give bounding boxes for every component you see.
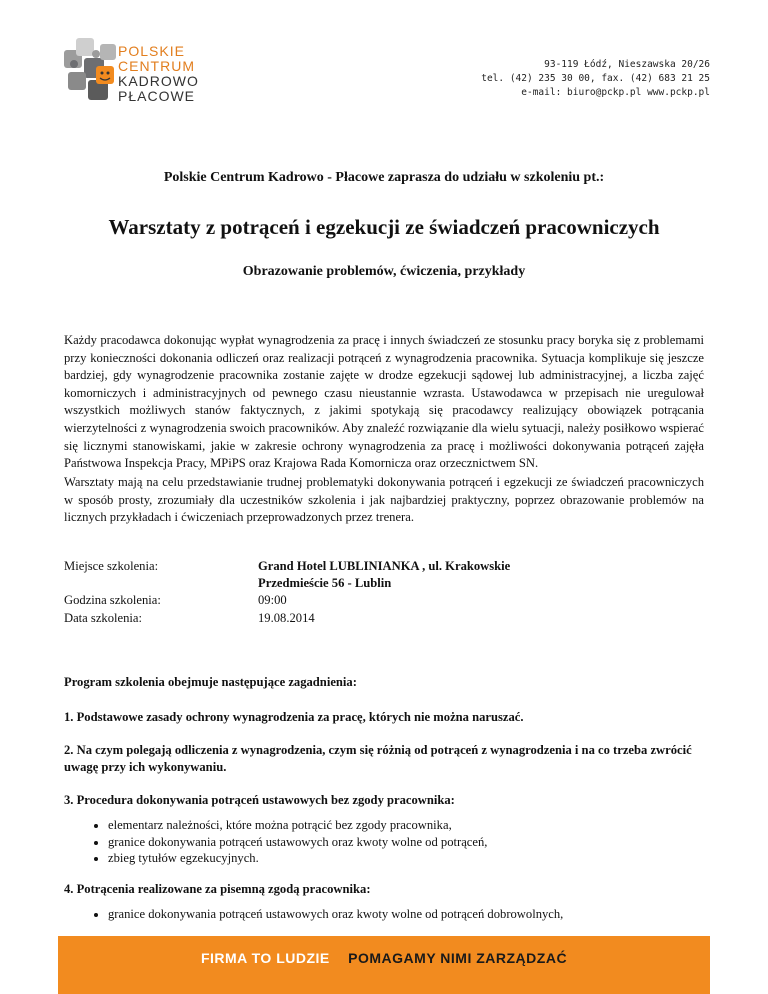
logo-line: CENTRUM	[118, 58, 195, 74]
place-label: Miejsce szkolenia:	[64, 559, 159, 573]
logo-wordmark	[118, 44, 199, 104]
program-section	[64, 674, 704, 936]
invitation-line: Polskie Centrum Kadrowo - Płacowe zaprasza do udziału w szkoleniu pt.:	[163, 170, 605, 185]
program-heading: Program szkolenia obejmuje następujące zagadnienia:	[64, 675, 357, 689]
footer-slogan-left: FIRMA TO LUDZIE	[200, 950, 330, 966]
place-value: Grand Hotel LUBLINIANKA , ul. Krakowskie Przedmieście 56 - Lublin	[258, 559, 511, 590]
logo-line: PŁACOWE	[118, 88, 196, 104]
list-item: • granice dokonywania potrąceń ustawowych oraz kwoty wolne od potrąceń dobrowolnych,	[108, 906, 704, 923]
training-title: Warsztaty z potrąceń i egzekucji ze świadczeń pracowniczych	[108, 215, 660, 239]
program-item-2: 2. Na czym polegają odliczenia z wynagrodzenia, czym się różnią od potrąceń z wynagrodzenia i na co trzeba zwrócić uwagę przy ich wykonywaniu.	[64, 743, 692, 774]
logo-line: POLSKIE	[118, 43, 185, 59]
program-item-1: 1. Podstawowe zasady ochrony wynagrodzenia za pracę, których nie można naruszać.	[64, 710, 524, 724]
date-value: 19.08.2014	[258, 611, 315, 625]
goal-paragraph: Warsztaty mają na celu przedstawianie trudnej problematyki dokonywania potrąceń i egzekucji ze świadczeń pracowniczych w sposób prosty, zrozumiały dla uczestników szkolenia i jak najbardziej praktyczny, poprzez obrazowanie problemów na licznych przykładach i ćwiczeniach przeprowadzonych przez trenera.	[64, 475, 704, 525]
contact-email-web[interactable]: e-mail: biuro@pckp.pl www.pckp.pl	[521, 87, 710, 98]
description-paragraph: Każdy pracodawca dokonując wypłat wynagrodzenia za pracę i innych świadczeń ze stosunku pracy boryka się z problemami przy konieczności dokonania odliczeń oraz realizacji potrąceń z wynagrodzenia pracownika. Sytuacja komplikuje się jeszcze bardziej, gdy wynagrodzenie pracownika zostanie zajęte w drodze egzekucji sądowej lub administracyjnej, a liczba zajęć komorniczych i administracyjnych od pewnego czasu nieustannie wzrasta. Ustawodawca w przepisach nie uregulował wszystkich możliwych stanów faktycznych, z jakimi spotykają się pracodawcy realizujący obowiązek potrącania wierzytelności z wynagrodzenia swoich pracowników. Aby znaleźć rozwiązanie dla wielu sytuacji, należy posiłkowo wspierać się licznymi stanowiskami, jakie w zakresie ochrony wynagrodzenia za pracę i możliwości dokonywania potrąceń zajęła Państwowa Inspekcja Pracy, MPiPS oraz Krajowa Rada Komornicza oraz orzecznictwem SN.	[64, 333, 704, 471]
program-item-3: 3. Procedura dokonywania potrąceń ustawowych bez zgody pracownika:	[64, 793, 455, 807]
footer-banner	[58, 936, 710, 994]
footer-slogan	[58, 950, 710, 966]
contact-block	[481, 58, 710, 100]
program-item-3-list	[64, 817, 704, 867]
list-item: • granice dokonywania potrąceń ustawowych oraz kwoty wolne od potrąceń,	[108, 834, 704, 851]
training-details	[64, 558, 704, 628]
date-label: Data szkolenia:	[64, 611, 142, 625]
letterhead	[0, 0, 768, 120]
training-subtitle: Obrazowanie problemów, ćwiczenia, przykłady	[242, 264, 526, 279]
list-item: • zbieg tytułów egzekucyjnych.	[108, 850, 704, 867]
logo-line: KADROWO	[118, 73, 199, 89]
time-value: 09:00	[258, 593, 287, 607]
program-item-4: 4. Potrącenia realizowane za pisemną zgodą pracownika:	[64, 881, 371, 896]
program-item-4-list	[64, 906, 704, 923]
time-row	[64, 592, 704, 610]
date-row	[64, 610, 704, 628]
contact-phone: tel. (42) 235 30 00, fax. (42) 683 21 25	[481, 73, 710, 84]
time-label: Godzina szkolenia:	[64, 593, 161, 607]
list-item: • elementarz należności, które można potrącić bez zgody pracownika,	[108, 817, 704, 834]
place-row	[64, 558, 704, 592]
contact-address: 93-119 Łódź, Nieszawska 20/26	[544, 59, 710, 70]
footer-slogan-right: POMAGAMY NIMI ZARZĄDZAĆ	[348, 950, 568, 966]
